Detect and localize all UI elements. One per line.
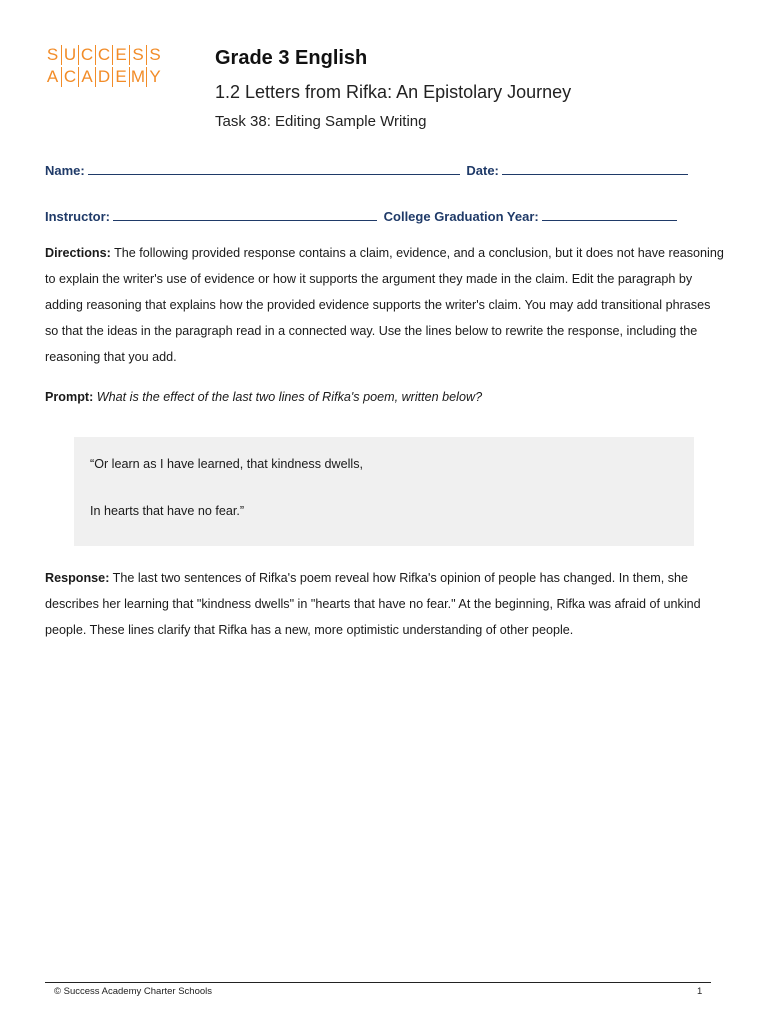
prompt-label: Prompt: — [45, 390, 94, 404]
logo-letter: C — [61, 67, 78, 87]
grad-year-field[interactable] — [542, 208, 677, 221]
prompt-question: What is the effect of the last two lines of Rifka's poem, written below? — [96, 390, 483, 404]
logo-letter: S — [129, 45, 146, 65]
date-field[interactable] — [502, 162, 688, 175]
logo-letter: C — [95, 45, 112, 65]
response-label: Response: — [45, 571, 110, 585]
logo-letter: S — [46, 45, 59, 64]
directions-label: Directions: — [45, 246, 111, 260]
directions-text: The following provided response contains a claim, evidence, and a conclusion, but it does not have reasoning to explain the writer's use of evidence or how it supports the argument they made in the claim. Edit the paragraph by adding reasoning that explains how the provided evidence supports the writer's claim. You may add transitional phrases so that the ideas in the paragraph read in a connected way. Use the lines below to rewrite the response, including the reasoning that you add. — [45, 246, 724, 364]
unit-subtitle: 1.2 Letters from Rifka: An Epistolary Journey — [215, 82, 572, 102]
name-label: Name: — [45, 163, 85, 178]
instructor-field[interactable] — [113, 208, 377, 221]
success-academy-logo — [44, 44, 163, 88]
date-label: Date: — [466, 163, 499, 178]
page-title: Grade 3 English — [215, 47, 368, 69]
page-number: 1 — [697, 986, 703, 997]
logo-row-academy — [44, 66, 163, 88]
logo-letter: S — [146, 45, 163, 65]
logo-letter: C — [78, 45, 95, 65]
logo-letter: U — [61, 45, 78, 65]
response-paragraph — [45, 565, 725, 643]
name-field[interactable] — [88, 162, 460, 175]
logo-letter: E — [112, 67, 129, 87]
footer-copyright: © Success Academy Charter Schools — [54, 986, 213, 997]
logo-letter: E — [112, 45, 129, 65]
instructor-label: Instructor: — [45, 209, 110, 224]
logo-letter: M — [130, 67, 146, 86]
poem-line-1: “Or learn as I have learned, that kindness dwells, — [90, 457, 364, 471]
poem-line-2: In hearts that have no fear.” — [90, 504, 245, 518]
logo-letter: D — [95, 67, 112, 87]
footer-divider — [45, 982, 711, 983]
logo-letter: Y — [146, 67, 163, 87]
grad-year-label: College Graduation Year: — [383, 209, 539, 224]
logo-letter: A — [46, 67, 59, 86]
directions-paragraph — [45, 240, 725, 370]
name-date-row — [45, 162, 691, 178]
response-text: The last two sentences of Rifka's poem reveal how Rifka's opinion of people has changed. In them, she describes her learning that "kindness dwells" in "hearts that have no fear." At the beginning, Rifka was afraid of unkind people. These lines clarify that Rifka has a new, more optimistic understanding of other people. — [45, 571, 701, 637]
prompt-paragraph — [45, 384, 725, 410]
logo-letter: A — [78, 67, 95, 87]
task-title: Task 38: Editing Sample Writing — [215, 113, 427, 130]
poem-quote-box — [74, 437, 694, 546]
logo-row-success — [44, 44, 163, 66]
instructor-row — [45, 208, 680, 224]
